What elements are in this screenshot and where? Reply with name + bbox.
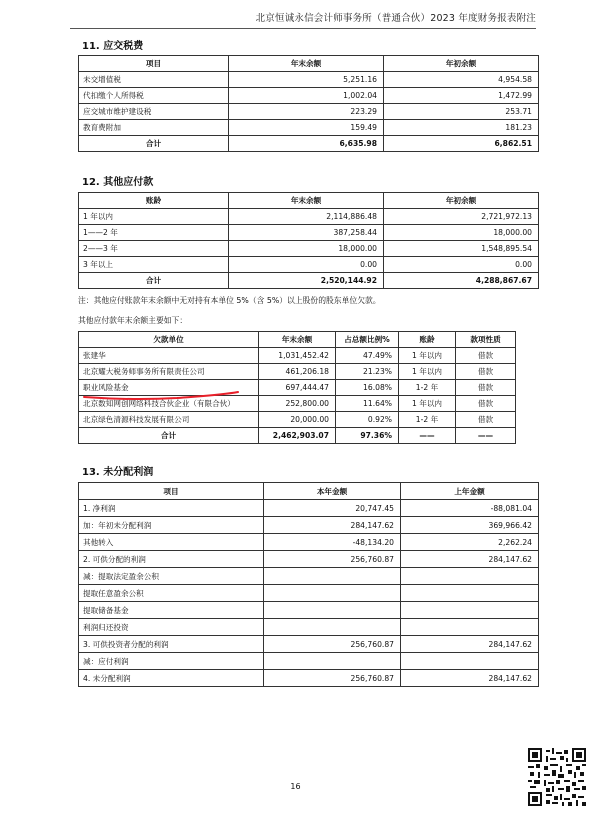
col-header: 款项性质 <box>456 332 516 348</box>
current-year-value <box>264 653 401 670</box>
section-13-title: 13. 未分配利润 <box>82 467 154 478</box>
row-label: 3 年以上 <box>79 257 229 273</box>
total-year-start: 4,288,867.67 <box>384 273 539 289</box>
current-year-value: -48,134.20 <box>264 534 401 551</box>
prior-year-value: 2,262.24 <box>401 534 539 551</box>
table-row <box>79 241 539 257</box>
year-start-value: 1,548,895.54 <box>384 241 539 257</box>
total-row <box>79 428 516 444</box>
other-payables-aging-table <box>78 192 539 289</box>
row-label: 1——2 年 <box>79 225 229 241</box>
ratio-value: 16.08% <box>336 380 399 396</box>
col-header: 项目 <box>79 483 264 500</box>
aging-value: 1-2 年 <box>399 412 456 428</box>
retained-earnings-table <box>78 482 539 687</box>
total-row <box>79 136 539 152</box>
year-start-value: 253.71 <box>384 104 539 120</box>
aging-value: 1 年以内 <box>399 396 456 412</box>
col-header: 本年金额 <box>264 483 401 500</box>
total-year-start: 6,862.51 <box>384 136 539 152</box>
nature-value: 借款 <box>456 348 516 364</box>
row-label: 减：应付利润 <box>79 653 264 670</box>
creditor-name: 职业风险基金 <box>79 380 259 396</box>
col-header: 上年金额 <box>401 483 539 500</box>
table-row <box>79 104 539 120</box>
header-rule <box>70 28 536 29</box>
year-start-value: 1,472.99 <box>384 88 539 104</box>
row-label: 代扣缴个人所得税 <box>79 88 229 104</box>
nature-value: 借款 <box>456 364 516 380</box>
red-underline-annotation <box>82 386 242 404</box>
year-end-value: 387,258.44 <box>229 225 384 241</box>
prior-year-value: -88,081.04 <box>401 500 539 517</box>
table-row <box>79 257 539 273</box>
creditor-name: 北京绿色清源科技发展有限公司 <box>79 412 259 428</box>
section-11-title: 11. 应交税费 <box>82 41 144 52</box>
year-start-value: 18,000.00 <box>384 225 539 241</box>
year-start-value: 181.23 <box>384 120 539 136</box>
current-year-value <box>264 568 401 585</box>
col-header: 年末余额 <box>259 332 336 348</box>
col-header: 年末余额 <box>229 193 384 209</box>
col-header: 项目 <box>79 56 229 72</box>
nature-value: 借款 <box>456 412 516 428</box>
table-row <box>79 585 539 602</box>
col-header: 账龄 <box>399 332 456 348</box>
table-row <box>79 568 539 585</box>
total-label: 合计 <box>79 428 259 444</box>
row-label: 提取储备基金 <box>79 602 264 619</box>
current-year-value: 20,747.45 <box>264 500 401 517</box>
nature-value: 借款 <box>456 396 516 412</box>
table-row <box>79 653 539 670</box>
current-year-value <box>264 602 401 619</box>
prior-year-value <box>401 653 539 670</box>
current-year-value <box>264 619 401 636</box>
col-header: 欠款单位 <box>79 332 259 348</box>
qr-code-icon <box>528 748 586 806</box>
table-row <box>79 225 539 241</box>
page-header: 北京恒诚永信会计师事务所（普通合伙）2023 年度财务报表附注 <box>255 13 536 24</box>
ratio-value: 11.64% <box>336 396 399 412</box>
prior-year-value: 369,966.42 <box>401 517 539 534</box>
year-start-value: 0.00 <box>384 257 539 273</box>
table-header-row <box>79 193 539 209</box>
prior-year-value: 284,147.62 <box>401 670 539 687</box>
ratio-value: 21.23% <box>336 364 399 380</box>
year-end-value: 2,114,886.48 <box>229 209 384 225</box>
table-row <box>79 670 539 687</box>
row-label: 减：提取法定盈余公积 <box>79 568 264 585</box>
total-label: 合计 <box>79 273 229 289</box>
current-year-value: 284,147.62 <box>264 517 401 534</box>
year-start-value: 2,721,972.13 <box>384 209 539 225</box>
creditor-name: 北京数知网创网络科技合伙企业（有限合伙） <box>79 396 259 412</box>
balance-value: 697,444.47 <box>259 380 336 396</box>
balance-value: 461,206.18 <box>259 364 336 380</box>
prior-year-value <box>401 619 539 636</box>
prior-year-value <box>401 585 539 602</box>
table-row <box>79 602 539 619</box>
table-row <box>79 88 539 104</box>
row-label: 1 年以内 <box>79 209 229 225</box>
total-year-end: 2,520,144.92 <box>229 273 384 289</box>
row-label: 4. 未分配利润 <box>79 670 264 687</box>
ratio-value: 47.49% <box>336 348 399 364</box>
current-year-value: 256,760.87 <box>264 551 401 568</box>
total-balance: 2,462,903.07 <box>259 428 336 444</box>
row-label: 2——3 年 <box>79 241 229 257</box>
creditor-name: 张建华 <box>79 348 259 364</box>
balance-value: 20,000.00 <box>259 412 336 428</box>
current-year-value: 256,760.87 <box>264 636 401 653</box>
table-header-row <box>79 56 539 72</box>
row-label: 应交城市维护建设税 <box>79 104 229 120</box>
table-row <box>79 348 516 364</box>
year-end-value: 159.49 <box>229 120 384 136</box>
page-number: 16 <box>290 782 301 791</box>
row-label: 1. 净利润 <box>79 500 264 517</box>
balance-value: 252,800.00 <box>259 396 336 412</box>
table-row <box>79 120 539 136</box>
detail-intro-note: 其他应付款年末余额主要如下： <box>78 316 188 325</box>
taxes-payable-table <box>78 55 539 152</box>
row-label: 2. 可供分配的利润 <box>79 551 264 568</box>
section-12-title: 12. 其他应付款 <box>82 177 154 188</box>
table-row <box>79 517 539 534</box>
col-header: 年初余额 <box>384 56 539 72</box>
year-end-value: 0.00 <box>229 257 384 273</box>
row-label: 加：年初未分配利润 <box>79 517 264 534</box>
prior-year-value: 284,147.62 <box>401 636 539 653</box>
row-label: 利润归还投资 <box>79 619 264 636</box>
row-label: 其他转入 <box>79 534 264 551</box>
aging-value: 1-2 年 <box>399 380 456 396</box>
col-header: 账龄 <box>79 193 229 209</box>
current-year-value <box>264 585 401 602</box>
row-label: 提取任意盈余公积 <box>79 585 264 602</box>
row-label: 教育费附加 <box>79 120 229 136</box>
creditor-name: 北京耀大税务师事务所有限责任公司 <box>79 364 259 380</box>
aging-value: 1 年以内 <box>399 348 456 364</box>
table-row <box>79 500 539 517</box>
table-row <box>79 412 516 428</box>
table-row <box>79 72 539 88</box>
aging-value: 1 年以内 <box>399 364 456 380</box>
table-row <box>79 209 539 225</box>
table-row <box>79 619 539 636</box>
total-year-end: 6,635.98 <box>229 136 384 152</box>
year-end-value: 18,000.00 <box>229 241 384 257</box>
total-nature: —— <box>456 428 516 444</box>
nature-value: 借款 <box>456 380 516 396</box>
balance-value: 1,031,452.42 <box>259 348 336 364</box>
col-header: 年初余额 <box>384 193 539 209</box>
total-aging: —— <box>399 428 456 444</box>
table-row <box>79 364 516 380</box>
prior-year-value <box>401 602 539 619</box>
current-year-value: 256,760.87 <box>264 670 401 687</box>
row-label: 3. 可供投资者分配的利润 <box>79 636 264 653</box>
col-header: 占总额比例% <box>336 332 399 348</box>
year-start-value: 4,954.58 <box>384 72 539 88</box>
prior-year-value: 284,147.62 <box>401 551 539 568</box>
table-row <box>79 534 539 551</box>
table-row <box>79 636 539 653</box>
table-row <box>79 551 539 568</box>
table-header-row <box>79 483 539 500</box>
ratio-value: 0.92% <box>336 412 399 428</box>
prior-year-value <box>401 568 539 585</box>
total-row <box>79 273 539 289</box>
year-end-value: 5,251.16 <box>229 72 384 88</box>
total-ratio: 97.36% <box>336 428 399 444</box>
total-label: 合计 <box>79 136 229 152</box>
year-end-value: 1,002.04 <box>229 88 384 104</box>
row-label: 未交增值税 <box>79 72 229 88</box>
table-header-row <box>79 332 516 348</box>
year-end-value: 223.29 <box>229 104 384 120</box>
col-header: 年末余额 <box>229 56 384 72</box>
related-party-note: 注：其他应付账款年末余额中无对持有本单位 5%（含 5%）以上股份的股东单位欠款。 <box>78 296 381 305</box>
